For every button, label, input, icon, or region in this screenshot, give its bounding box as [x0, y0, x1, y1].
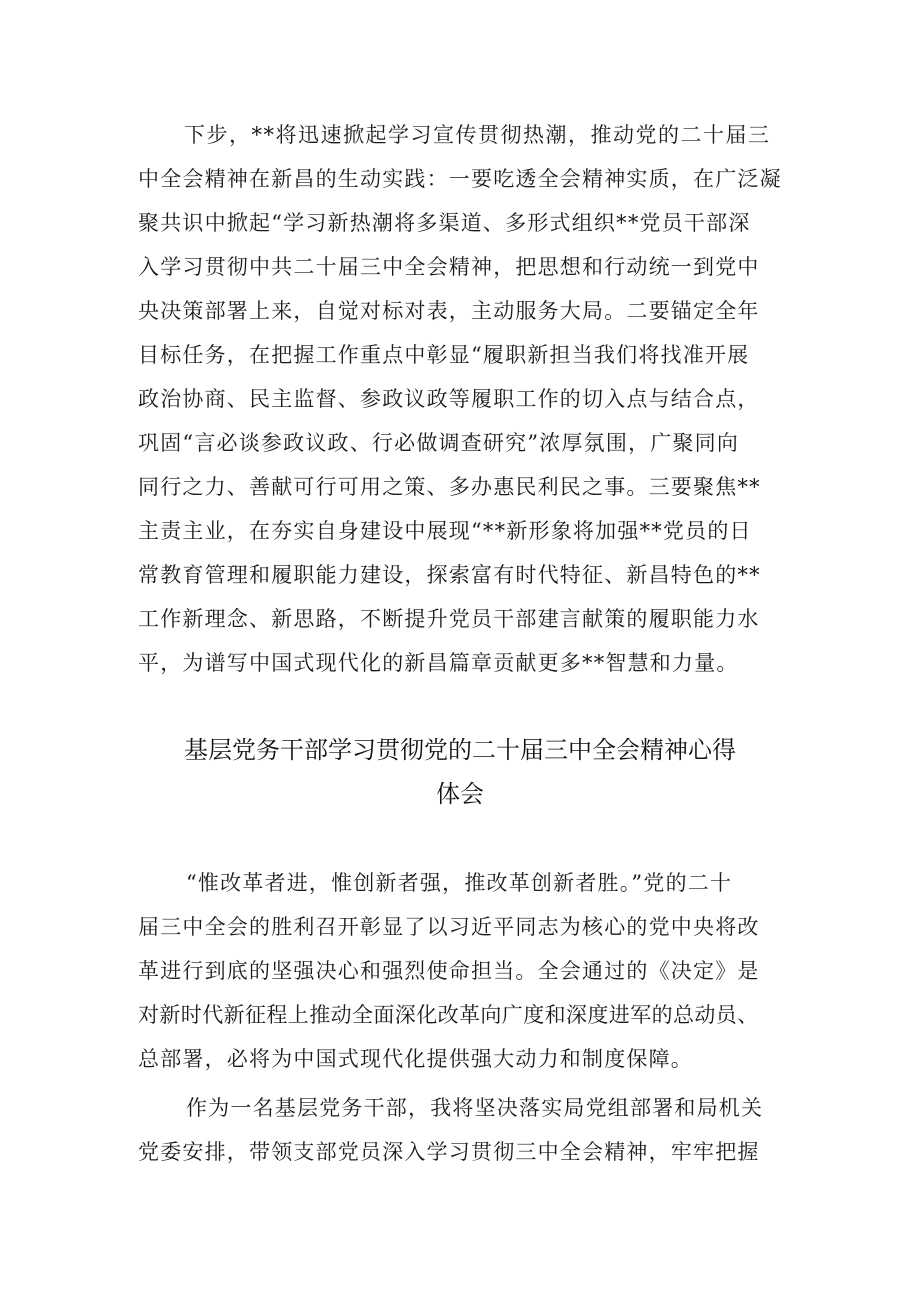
text-line: 巩固“言必谈参政议政、行必做调查研究”浓厚氛围，广聚同向 — [138, 431, 740, 455]
text-line: 央决策部署上来，自觉对标对表，主动服务大局。二要锚定全年 — [138, 299, 760, 323]
text-line: 平，为谱写中国式现代化的新昌篇章贡献更多**智慧和力量。 — [138, 651, 739, 675]
text-line: 革进行到底的坚强决心和强烈使命担当。全会通过的《决定》是 — [138, 959, 760, 983]
text-line: 对新时代新征程上推动全面深化改革向广度和深度进军的总动员、 — [138, 1003, 759, 1027]
text-line: 届三中全会的胜利召开彰显了以习近平同志为核心的党中央将改 — [138, 915, 760, 939]
text-line: 工作新理念、新思路，不断提升党员干部建言献策的履职能力水 — [138, 607, 760, 631]
article-title: 基层党务干部学习贯彻党的二十届三中全会精神心得 — [184, 736, 736, 764]
article-title-continued: 体会 — [436, 780, 484, 808]
text-line: 常教育管理和履职能力建设，探索富有时代特征、新昌特色的** — [138, 563, 761, 587]
text-line: 入学习贯彻中共二十届三中全会精神，把思想和行动统一到党中 — [138, 255, 760, 279]
text-line: 作为一名基层党务干部，我将坚决落实局党组部署和局机关 — [186, 1096, 764, 1120]
text-line: 总部署，必将为中国式现代化提供强大动力和制度保障。 — [138, 1047, 693, 1071]
text-line: 目标任务，在把握工作重点中彰显“履职新担当我们将找准开展 — [138, 343, 750, 367]
text-line: 主责主业，在夯实自身建设中展现“**新形象将加强**党员的日 — [138, 519, 752, 543]
text-line: 下步，**将迅速掀起学习宣传贯彻热潮，推动党的二十届三 — [184, 123, 771, 147]
text-line: 党委安排，带领支部党员深入学习贯彻三中全会精神，牢牢把握 — [138, 1140, 760, 1164]
text-line: 政治协商、民主监督、参政议政等履职工作的切入点与结合点， — [138, 387, 760, 411]
text-line: 聚共识中掀起“学习新热潮将多渠道、多形式组织**党员干部深 — [138, 211, 751, 235]
text-line: 中全会精神在新昌的生动实践：一要吃透全会精神实质，在广泛凝 — [138, 167, 782, 191]
text-line: “惟改革者进，惟创新者强，推改革创新者胜。”党的二十 — [186, 871, 733, 895]
text-line: 同行之力、善献可行可用之策、多办惠民利民之事。三要聚焦** — [138, 475, 761, 499]
